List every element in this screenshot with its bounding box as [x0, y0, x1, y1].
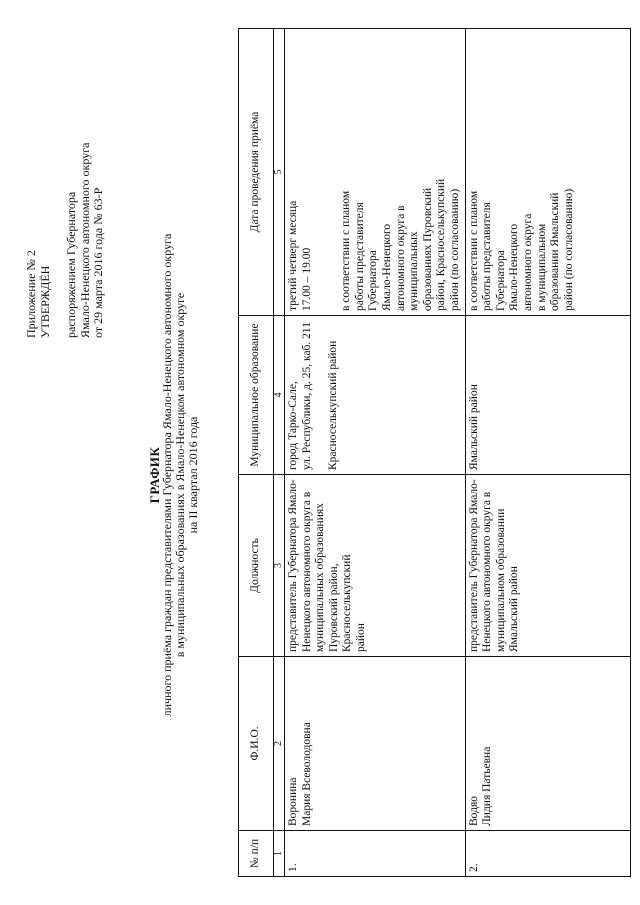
row-municipality [465, 316, 630, 475]
position-line: район [354, 623, 367, 652]
table-row [465, 29, 630, 877]
row-name [465, 657, 630, 831]
date-line: в муниципальном [535, 223, 548, 311]
approved-label: УТВЕРЖДЁН [37, 265, 52, 338]
position-line: муниципальном образовании [494, 508, 507, 652]
position-line: Ненецкого автономного округа в [481, 491, 494, 652]
row-position [465, 475, 630, 657]
title-line-2: в муниципальных образованиях в Ямало-Ненецком автономном округе [173, 292, 187, 658]
date-line: работы представителя [353, 202, 366, 311]
header-num: № п/п [239, 831, 274, 877]
date-line: автономного округа в [394, 205, 407, 311]
column-number: 5 [274, 29, 285, 316]
document-title [148, 195, 200, 755]
header-position: Должность [239, 475, 274, 657]
row-municipality [285, 316, 466, 475]
row-name [285, 657, 466, 831]
appendix-number: Приложение № 2 [24, 250, 38, 338]
surname: Воронина [287, 777, 299, 826]
surname: Водяо [467, 796, 480, 826]
date-line: Ямало-Ненецкого [508, 223, 521, 311]
row-position [285, 475, 466, 657]
column-number: 1 [274, 831, 285, 877]
row-date [465, 29, 630, 316]
date-line: район (по согласованию) [562, 188, 575, 311]
address-line: город Тарко-Сале, [287, 381, 299, 470]
title-line-3: на II квартал 2016 года [186, 416, 200, 534]
position-line: представитель Губернатора Ямало- [287, 479, 299, 652]
date-line: в соответствии с планом [340, 190, 353, 311]
row-number: 1. [285, 831, 466, 877]
table-header-row [239, 29, 274, 877]
column-number-row [274, 29, 285, 877]
date-line: Губернатора [494, 250, 507, 311]
date-line: образованиях Пуровский [421, 187, 434, 311]
column-number: 4 [274, 316, 285, 475]
position-line: Пуровский район, Красноселькупский [327, 554, 354, 652]
title-heading: ГРАФИК [147, 446, 162, 504]
date-line: третий четверг месяца [287, 200, 299, 311]
given-names: Лидия Патьевна [481, 746, 494, 826]
approval-stamp [25, 143, 106, 338]
date-line: образовании Ямальский [549, 192, 562, 311]
address-line: ул. Республики, д. 25, каб. 211 [300, 322, 313, 470]
position-line: Ямальский район [508, 566, 521, 652]
date-line: Губернатора [367, 250, 380, 311]
date-line: автономного округа [521, 213, 534, 311]
given-names: Мария Всеволодовна [300, 722, 313, 826]
column-number: 3 [274, 475, 285, 657]
position-line: муниципальных образованиях [314, 503, 327, 652]
header-name: Ф.И.О. [239, 657, 274, 831]
municipality-line: Ямальский район [467, 384, 480, 470]
position-line: Ненецкого автономного округа в [300, 491, 313, 652]
date-line: муниципальных [408, 231, 421, 311]
column-number: 2 [274, 657, 285, 831]
date-line: в соответствии с планом [467, 190, 480, 311]
order-line: распоряжением Губернатора [64, 191, 79, 338]
date-line: район, Красноселькупский [435, 178, 448, 311]
date-line: район (по согласованию) [448, 188, 461, 311]
order-date: от 29 марта 2016 года № 63-Р [91, 187, 106, 338]
position-line: представитель Губернатора Ямало- [467, 479, 480, 652]
date-line: Ямало-Ненецкого [380, 223, 393, 311]
table-row [285, 29, 466, 877]
date-line: работы представителя [481, 202, 494, 311]
schedule-table [238, 28, 631, 877]
header-date: Дата проведения приёма [239, 29, 274, 316]
title-line-1: личного приёма граждан представителями Губернатора Ямало-Ненецкого автономного округа [160, 233, 174, 717]
municipality-line: Красноселькупский район [327, 340, 340, 470]
date-line: 17.00 – 19.00 [300, 247, 313, 311]
row-number: 2. [465, 831, 630, 877]
region-line: Ямало-Ненецкого автономного округа [77, 142, 92, 338]
row-date [285, 29, 466, 316]
header-municipality: Муниципальное образование [239, 316, 274, 475]
